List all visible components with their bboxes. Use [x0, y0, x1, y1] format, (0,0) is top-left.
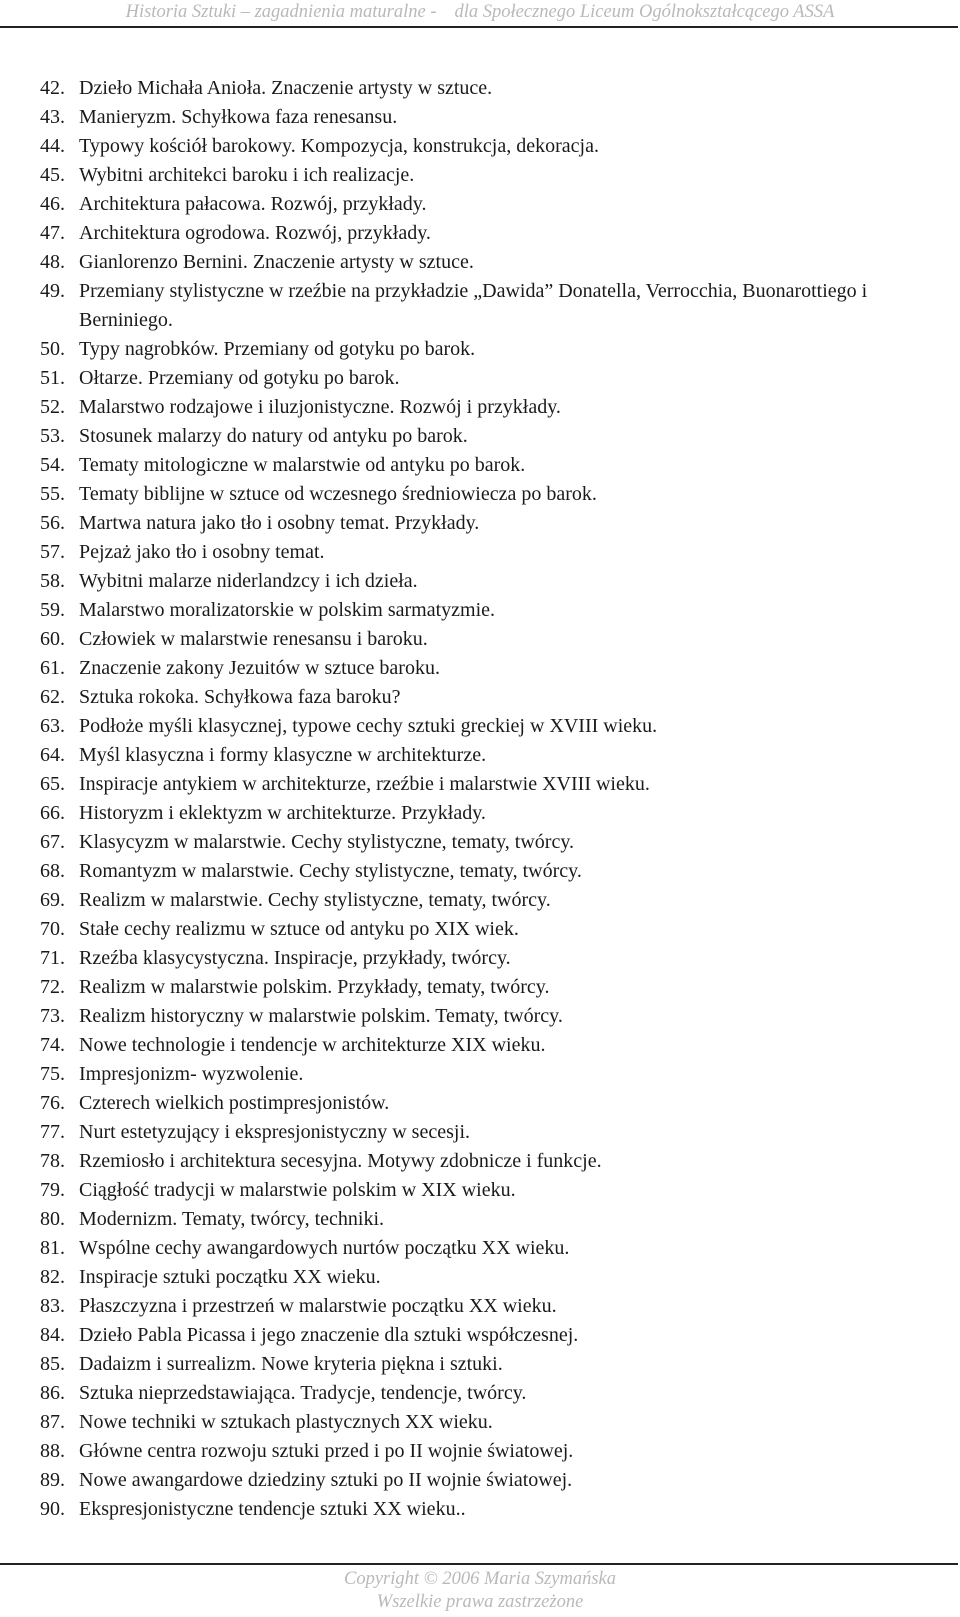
list-item-text: Nurt estetyzujący i ekspresjonistyczny w secesji.: [79, 1121, 470, 1143]
list-item: [40, 1379, 940, 1408]
list-item-text: Architektura ogrodowa. Rozwój, przykłady.: [79, 222, 431, 244]
list-item-number: 57.: [40, 541, 65, 563]
list-item-text: Klasycyzm w malarstwie. Cechy stylistyczne, tematy, twórcy.: [79, 831, 575, 853]
list-item-number: 86.: [40, 1382, 65, 1404]
list-item-number: 79.: [40, 1179, 65, 1201]
list-item: [40, 973, 940, 1002]
list-item-text: Martwa natura jako tło i osobny temat. Przykłady.: [79, 512, 480, 534]
list-item: [40, 219, 940, 248]
list-item-text: Pejzaż jako tło i osobny temat.: [79, 541, 325, 563]
list-item-number: 65.: [40, 773, 65, 795]
list-item: [40, 1118, 940, 1147]
list-item-number: 82.: [40, 1266, 65, 1288]
list-item-number: 74.: [40, 1034, 65, 1056]
list-item-number: 66.: [40, 802, 65, 824]
list-item: [40, 944, 940, 973]
list-item-number: 87.: [40, 1411, 65, 1433]
list-item-number: 81.: [40, 1237, 65, 1259]
list-item: [40, 161, 940, 190]
list-item: [40, 1060, 940, 1089]
list-item-text: Dzieło Pabla Picassa i jego znaczenie dla sztuki współczesnej.: [79, 1324, 579, 1346]
list-item-number: 60.: [40, 628, 65, 650]
list-item: [40, 1234, 940, 1263]
list-item-number: 51.: [40, 367, 65, 389]
list-item: [40, 857, 940, 886]
list-item: [40, 1147, 940, 1176]
list-item: [40, 1495, 940, 1524]
list-item: [40, 393, 940, 422]
list-item: [40, 1466, 940, 1495]
list-item: [40, 364, 940, 393]
header-school: dla Społecznego Liceum Ogólnokształcącego ASSA: [454, 2, 835, 22]
header-rule: [0, 26, 958, 28]
list-item-text: Dadaizm i surrealizm. Nowe kryteria piękna i sztuki.: [79, 1353, 503, 1375]
list-item-text: Typy nagrobków. Przemiany od gotyku po barok.: [79, 338, 476, 360]
list-item-text: Inspiracje sztuki początku XX wieku.: [79, 1266, 381, 1288]
list-item-number: 46.: [40, 193, 65, 215]
list-item-number: 49.: [40, 280, 65, 302]
list-item-text: Płaszczyzna i przestrzeń w malarstwie początku XX wieku.: [79, 1295, 557, 1317]
list-item: [40, 596, 940, 625]
list-item-text: Myśl klasyczna i formy klasyczne w architekturze.: [79, 744, 487, 766]
list-item: [40, 277, 939, 335]
list-item-text: Realizm w malarstwie polskim. Przykłady, tematy, twórcy.: [79, 976, 550, 998]
list-item-text: Tematy biblijne w sztuce od wczesnego średniowiecza po barok.: [79, 483, 597, 505]
header-title: Historia Sztuki – zagadnienia maturalne -: [125, 2, 437, 22]
list-item-text: Manieryzm. Schyłkowa faza renesansu.: [79, 106, 398, 128]
list-item-number: 76.: [40, 1092, 65, 1114]
list-item-text: Malarstwo rodzajowe i iluzjonistyczne. Rozwój i przykłady.: [79, 396, 561, 418]
list-item-number: 78.: [40, 1150, 65, 1172]
list-item-number: 44.: [40, 135, 65, 157]
list-item-text: Inspiracje antykiem w architekturze, rzeźbie i malarstwie XVIII wieku.: [79, 773, 650, 795]
list-item: [40, 422, 940, 451]
list-item-text: Człowiek w malarstwie renesansu i baroku.: [79, 628, 428, 650]
list-item: [40, 770, 940, 799]
list-item-number: 52.: [40, 396, 65, 418]
list-item: [40, 799, 940, 828]
list-item-text: Stałe cechy realizmu w sztuce od antyku po XIX wiek.: [79, 918, 519, 940]
list-item-number: 73.: [40, 1005, 65, 1027]
list-item-number: 80.: [40, 1208, 65, 1230]
list-item-text: Podłoże myśli klasycznej, typowe cechy sztuki greckiej w XVIII wieku.: [79, 715, 658, 737]
list-item: [40, 1350, 940, 1379]
list-item: [40, 1205, 940, 1234]
list-item-number: 67.: [40, 831, 65, 853]
list-item: [40, 538, 940, 567]
list-item-number: 47.: [40, 222, 65, 244]
list-item-number: 43.: [40, 106, 65, 128]
list-item: [40, 886, 940, 915]
list-item: [40, 828, 940, 857]
list-item-number: 69.: [40, 889, 65, 911]
list-item: [40, 1321, 940, 1350]
list-item-text: Typowy kościół barokowy. Kompozycja, konstrukcja, dekoracja.: [79, 135, 599, 157]
list-item: [40, 625, 940, 654]
list-item-text: Rzeźba klasycystyczna. Inspiracje, przykłady, twórcy.: [79, 947, 511, 969]
list-item-text: Nowe technologie i tendencje w architekturze XIX wieku.: [79, 1034, 546, 1056]
list-item-number: 71.: [40, 947, 65, 969]
list-item-text: Główne centra rozwoju sztuki przed i po II wojnie światowej.: [79, 1440, 574, 1462]
list-item-number: 68.: [40, 860, 65, 882]
list-item: [40, 1031, 940, 1060]
list-item-text: Rzemiosło i architektura secesyjna. Motywy zdobnicze i funkcje.: [79, 1150, 602, 1172]
list-item: [40, 103, 940, 132]
list-item: [40, 1263, 940, 1292]
list-item-text: Realizm historyczny w malarstwie polskim. Tematy, twórcy.: [79, 1005, 563, 1027]
list-item-text: Tematy mitologiczne w malarstwie od antyku po barok.: [79, 454, 526, 476]
list-item-number: 85.: [40, 1353, 65, 1375]
list-item-text: Nowe techniki w sztukach plastycznych XX wieku.: [79, 1411, 493, 1433]
list-item-number: 61.: [40, 657, 65, 679]
list-item-number: 45.: [40, 164, 65, 186]
list-item-number: 84.: [40, 1324, 65, 1346]
list-item: [40, 132, 940, 161]
list-item-number: 88.: [40, 1440, 65, 1462]
list-item-text: Historyzm i eklektyzm w architekturze. Przykłady.: [79, 802, 486, 824]
list-item-text: Nowe awangardowe dziedziny sztuki po II wojnie światowej.: [79, 1469, 573, 1491]
list-item: [40, 741, 940, 770]
list-item-number: 56.: [40, 512, 65, 534]
list-item-text: Malarstwo moralizatorskie w polskim sarmatyzmie.: [79, 599, 496, 621]
list-item-number: 90.: [40, 1498, 65, 1520]
list-item-number: 58.: [40, 570, 65, 592]
list-item-text: Impresjonizm- wyzwolenie.: [79, 1063, 304, 1085]
list-item: [40, 1089, 940, 1118]
footer-rule: [0, 1563, 958, 1565]
list-item-number: 75.: [40, 1063, 65, 1085]
list-item: [40, 1408, 940, 1437]
list-item-number: 89.: [40, 1469, 65, 1491]
page-header: [0, 0, 960, 28]
list-item-number: 48.: [40, 251, 65, 273]
list-item-number: 53.: [40, 425, 65, 447]
list-item-number: 55.: [40, 483, 65, 505]
page-footer: [0, 1568, 960, 1614]
list-item: [40, 712, 940, 741]
list-item-number: 70.: [40, 918, 65, 940]
list-item-text: Ekspresjonistyczne tendencje sztuki XX wieku..: [79, 1498, 466, 1520]
list-item-text: Modernizm. Tematy, twórcy, techniki.: [79, 1208, 384, 1230]
list-item-text: Realizm w malarstwie. Cechy stylistyczne, tematy, twórcy.: [79, 889, 551, 911]
list-item-number: 77.: [40, 1121, 65, 1143]
list-item-number: 62.: [40, 686, 65, 708]
list-item: [40, 1002, 940, 1031]
list-item: [40, 1176, 940, 1205]
list-item-text: Sztuka nieprzedstawiająca. Tradycje, tendencje, twórcy.: [79, 1382, 527, 1404]
list-item-number: 50.: [40, 338, 65, 360]
list-item-number: 42.: [40, 77, 65, 99]
list-item: [40, 654, 940, 683]
list-item-text: Romantyzm w malarstwie. Cechy stylistyczne, tematy, twórcy.: [79, 860, 582, 882]
list-item-text: Gianlorenzo Bernini. Znaczenie artysty w sztuce.: [79, 251, 474, 273]
list-item: [40, 567, 940, 596]
list-item-text: Wspólne cechy awangardowych nurtów początku XX wieku.: [79, 1237, 570, 1259]
list-item-text: Znaczenie zakony Jezuitów w sztuce baroku.: [79, 657, 440, 679]
list-item-text: Ołtarze. Przemiany od gotyku po barok.: [79, 367, 400, 389]
topic-list: [40, 74, 940, 1524]
list-item-number: 64.: [40, 744, 65, 766]
list-item-text: Przemiany stylistyczne w rzeźbie na przykładzie „Dawida” Donatella, Verrocchia, Buonarottiego i Berniniego.: [79, 280, 868, 331]
list-item-text: Dzieło Michała Anioła. Znaczenie artysty w sztuce.: [79, 77, 493, 99]
list-item-number: 59.: [40, 599, 65, 621]
list-item-text: Ciągłość tradycji w malarstwie polskim w XIX wieku.: [79, 1179, 516, 1201]
list-item: [40, 335, 940, 364]
list-item: [40, 248, 940, 277]
list-item-text: Wybitni malarze niderlandzcy i ich dzieła.: [79, 570, 418, 592]
list-item: [40, 1437, 940, 1466]
list-item-number: 72.: [40, 976, 65, 998]
list-item-text: Wybitni architekci baroku i ich realizacje.: [79, 164, 415, 186]
list-item: [40, 480, 940, 509]
list-item: [40, 915, 940, 944]
list-item-number: 63.: [40, 715, 65, 737]
list-item-text: Architektura pałacowa. Rozwój, przykłady.: [79, 193, 427, 215]
list-item: [40, 683, 940, 712]
list-item-text: Czterech wielkich postimpresjonistów.: [79, 1092, 390, 1114]
list-item-number: 83.: [40, 1295, 65, 1317]
list-item-number: 54.: [40, 454, 65, 476]
list-item: [40, 451, 940, 480]
footer-rights: Wszelkie prawa zastrzeżone: [376, 1592, 584, 1612]
footer-copyright: Copyright © 2006 Maria Szymańska: [343, 1569, 617, 1589]
list-item: [40, 74, 940, 103]
list-item-text: Stosunek malarzy do natury od antyku po barok.: [79, 425, 468, 447]
list-item: [40, 509, 940, 538]
list-item: [40, 190, 940, 219]
list-item: [40, 1292, 940, 1321]
list-item-text: Sztuka rokoka. Schyłkowa faza baroku?: [79, 686, 401, 708]
